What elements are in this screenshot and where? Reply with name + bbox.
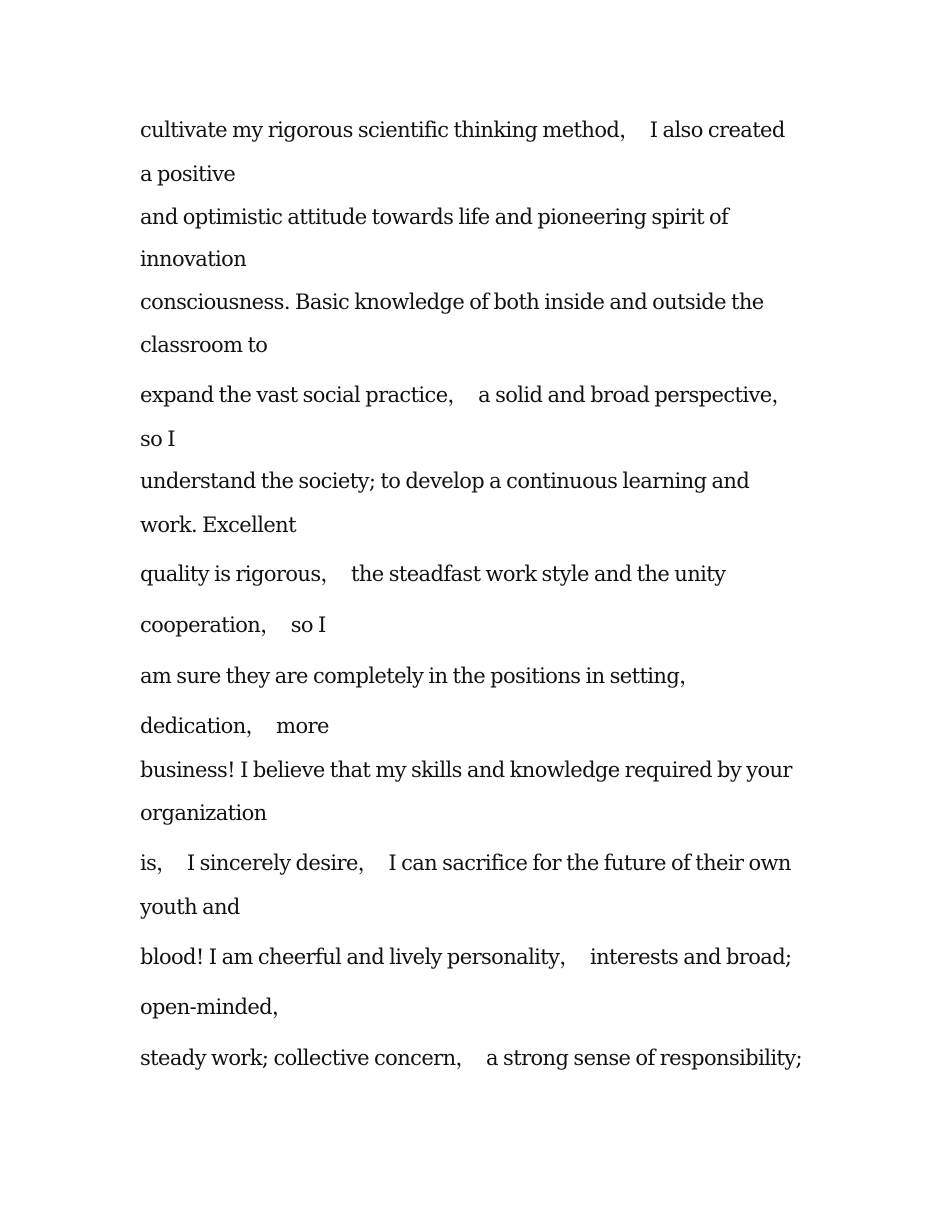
text-line: quality is rigorous， the steadfast work style and the unity (140, 562, 726, 586)
text-line: youth and (140, 895, 240, 919)
text-line: so I (140, 427, 175, 451)
text-line: work. Excellent (140, 513, 296, 537)
text-line: am sure they are completely in the positions in setting， (140, 664, 700, 688)
text-line: business! I believe that my skills and knowledge required by your (140, 758, 792, 782)
text-line: cultivate my rigorous scientific thinking method， I also created (140, 118, 785, 142)
text-line: organization (140, 801, 267, 825)
text-line: consciousness. Basic knowledge of both inside and outside the (140, 290, 764, 314)
text-line: and optimistic attitude towards life and pioneering spirit of (140, 205, 729, 229)
text-line: is， I sincerely desire， I can sacrifice for the future of their own (140, 851, 791, 875)
text-line: a positive (140, 162, 236, 186)
text-line: cooperation， so I (140, 613, 326, 637)
text-line: expand the vast social practice， a solid and broad perspective， (140, 383, 792, 407)
text-line: steady work; collective concern， a strong sense of responsibility; (140, 1046, 803, 1070)
text-line: blood! I am cheerful and lively personality， interests and broad; (140, 945, 792, 969)
text-line: classroom to (140, 333, 268, 357)
text-line: dedication， more (140, 714, 329, 738)
text-line: innovation (140, 247, 247, 271)
text-line: understand the society; to develop a continuous learning and (140, 469, 750, 493)
text-line: open-minded， (140, 995, 293, 1019)
